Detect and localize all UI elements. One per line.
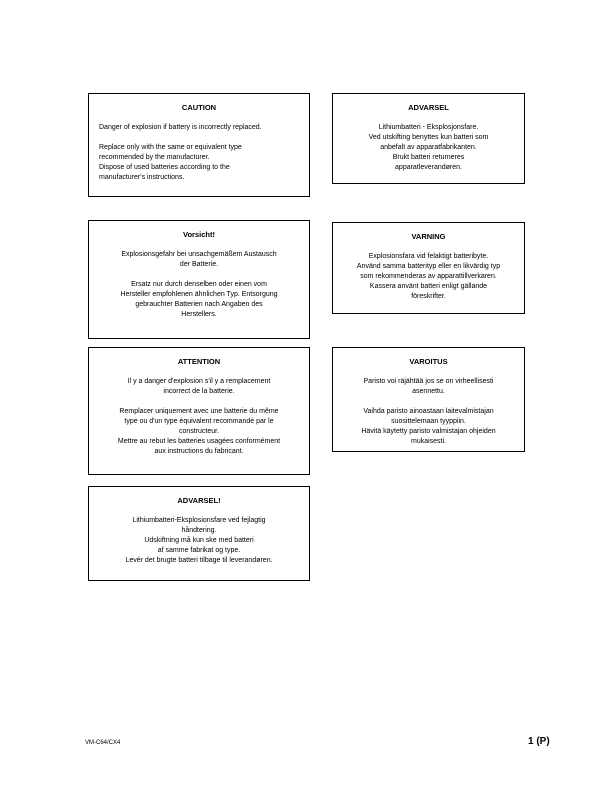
warning-title: Vorsicht! (183, 230, 215, 239)
warning-text-line: Hävitä käytetty paristo valmistajan ohjeiden (361, 428, 496, 435)
warning-text-line: Udskiftning må kun ske med batteri (144, 537, 254, 544)
warning-text-line: af samme fabrikat og type. (157, 547, 241, 554)
warning-text-line: föreskrifter. (411, 293, 446, 300)
varning-box-sv (332, 222, 525, 314)
warning-paragraph (341, 252, 516, 302)
warning-title: ADVARSEL! (177, 496, 221, 505)
warning-text-line: Replace only with the same or equivalent type (99, 144, 242, 151)
model-number: VM-C64/CX4 (85, 740, 121, 746)
page-number: 1 (P) (528, 736, 550, 747)
warning-text-line: anbefalt av apparatfabrikanten. (380, 144, 477, 151)
warning-text-line: Herstellers. (181, 311, 217, 318)
vorsicht-box-de (88, 220, 310, 339)
warning-text-line: Levér det brugte batteri tilbage til leverandøren. (125, 557, 273, 564)
warning-text-line: mukaisesti. (410, 438, 446, 445)
caution-box-en (88, 93, 310, 197)
warning-paragraph (341, 123, 516, 173)
warning-text-line: Explosionsfara vid felaktigt batteribyte. (368, 253, 489, 260)
warning-paragraph (99, 123, 299, 133)
warning-paragraph (97, 250, 301, 270)
warning-text-line: Il y a danger d'explosion s'il y a remplacement (127, 378, 271, 385)
warning-paragraph (341, 377, 516, 397)
varoitus-box-fi (332, 347, 525, 452)
warning-text-line: Vaihda paristo ainoastaan laitevalmistajan (363, 408, 494, 415)
warning-title: VARNING (411, 232, 446, 241)
warning-text-line: Ersatz nur durch denselben oder einen vom (131, 281, 267, 288)
warning-text-line: constructeur. (178, 428, 220, 435)
advarsel-box-no (332, 93, 525, 184)
warning-text-line: type ou d'un type équivalent recommandé par le (124, 418, 274, 425)
warning-text-line: Använd samma batterityp eller en likvärdig typ (356, 263, 501, 270)
warning-text-line: Kassera använt batteri enligt gällande (369, 283, 488, 290)
warning-text-line: som rekommenderas av apparattillverkaren. (360, 273, 497, 280)
advarsel-box-da (88, 486, 310, 581)
warning-text-line: asennettu. (412, 388, 445, 395)
warning-text-line: Remplacer uniquement avec une batterie du même (119, 408, 279, 415)
warning-title: CAUTION (181, 103, 217, 112)
warning-paragraph (341, 407, 516, 447)
warning-text-line: apparatleverandøren. (395, 164, 462, 171)
warning-text-line: håndtering. (181, 527, 217, 534)
warning-paragraph (99, 143, 299, 183)
warning-text-line: suosittelemaan tyyppiin. (391, 418, 466, 425)
warning-text-line: Paristo voi räjähtää jos se on virheellisesti (363, 378, 494, 385)
warning-text-line: Mettre au rebut les batteries usagées conformément (117, 438, 281, 445)
warning-text-line: recommended by the manufacturer. (99, 154, 210, 161)
warning-text-line: der Batterie. (179, 261, 219, 268)
warning-text-line: Hersteller empfohlenen ähnlichen Typ. Entsorgung (120, 291, 278, 298)
warning-paragraph (97, 377, 301, 397)
warning-text-line: manufacturer's instructions. (99, 174, 185, 181)
attention-box-fr (88, 347, 310, 475)
warning-paragraph (97, 280, 301, 320)
warning-title: ADVARSEL (408, 103, 449, 112)
warning-paragraph (97, 516, 301, 566)
warning-text-line: Dispose of used batteries according to the (99, 164, 230, 171)
warning-text-line: aux instructions du fabricant. (154, 448, 244, 455)
warning-paragraph (97, 407, 301, 457)
warning-text-line: Brukt batteri returneres (392, 154, 465, 161)
warning-title: ATTENTION (177, 357, 221, 366)
warning-text-line: Lithiumbatteri-Eksplosionsfare ved fejlagtig (132, 517, 266, 524)
warning-text-line: gebrauchter Batterien nach Angaben des (135, 301, 263, 308)
warning-text-line: Ved utskifting benyttes kun batteri som (368, 134, 489, 141)
warning-text-line: Explosionsgefahr bei unsachgemäßem Austausch (121, 251, 277, 258)
warning-text-line: incorrect de la batterie. (163, 388, 235, 395)
warning-title: VAROITUS (409, 357, 448, 366)
warning-text-line: Lithiumbatteri - Eksplosjonsfare. (378, 124, 479, 131)
warning-text-line: Danger of explosion if battery is incorrectly replaced. (99, 124, 262, 131)
